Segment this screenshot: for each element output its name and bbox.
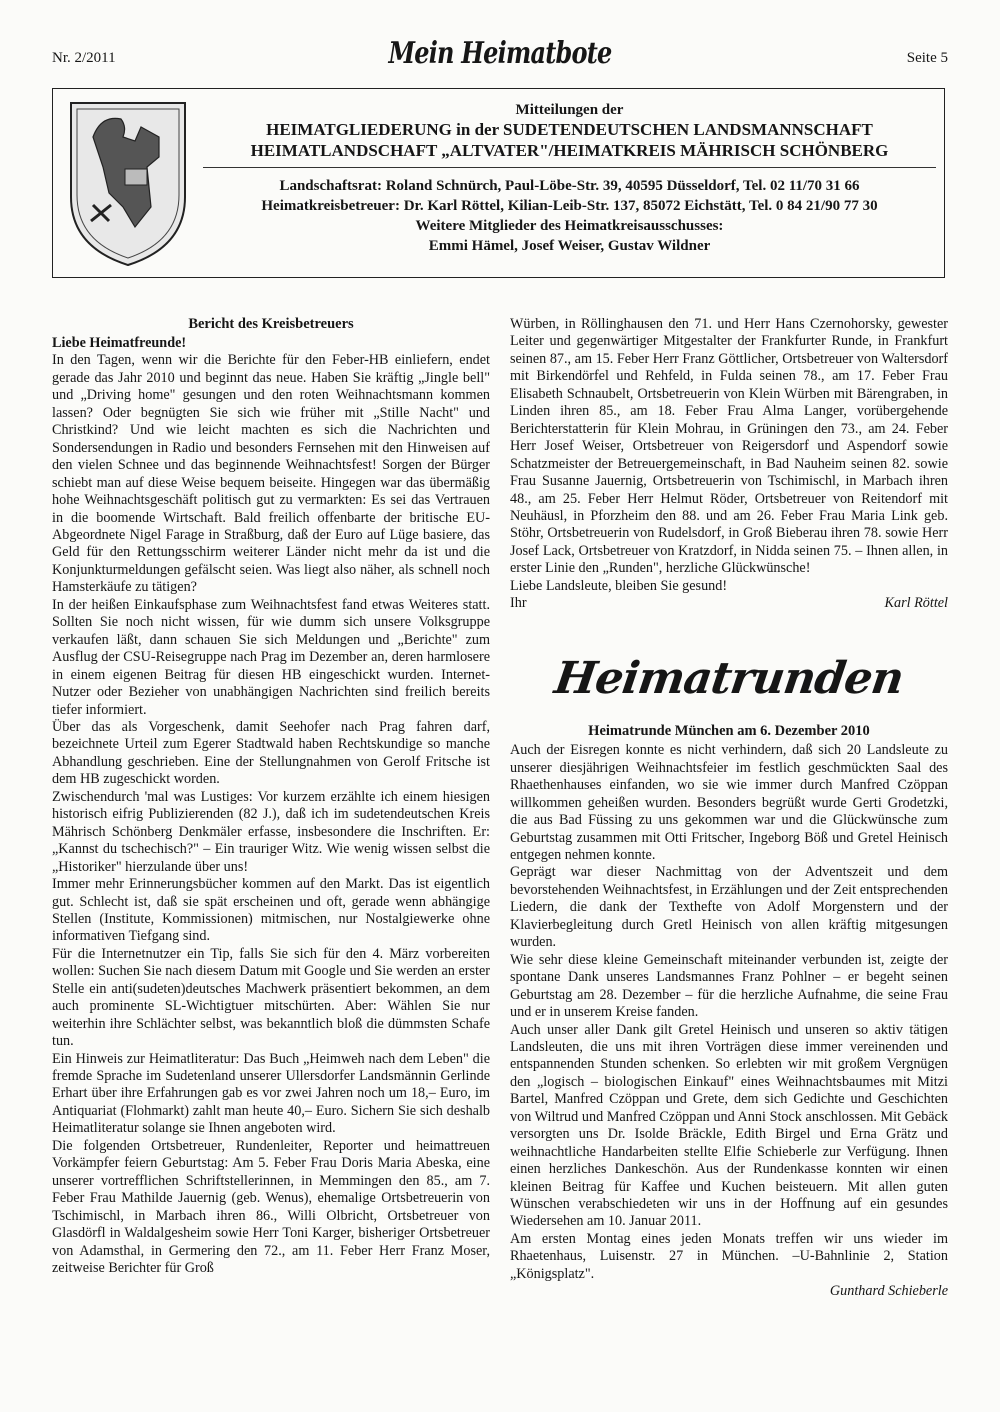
signature-row	[510, 595, 948, 613]
paragraph: Für die Internetnutzer ein Tip, falls Sie sich für den 4. März vorbereiten wollen: Suchen Sie nach diesem Datum mit Google und Sie werden an erster Stelle ein anti(sudeten)deutsches Machwerk präsentiert bekommen, an dem auch prominente SL-Wichtigtuer mitschürten. Aber: Wählen Sie nur weiterhin ihre Schlächter selbst, was bekanntlich bloß die dümmsten Schafe tun.	[52, 945, 490, 1050]
paragraph: In der heißen Einkaufsphase zum Weihnachtsfest fand etwas Weiteres statt. Sollten Sie noch nicht wissen, für wie dumm sich unsere Volksgruppe verkaufen läßt, dann schauen Sie sich Meldungen und „Berichte" zum Ausflug der CSU-Reisegruppe nach Prag im Dezember an, deren harmlosere in einem eigenen Beitrag für diesen HB eingeschickt wurden. Internet-Nutzer oder Bezieher von unabhängigen Nachrichten sind freilich bereits tiefer informiert.	[52, 596, 490, 718]
greeting: Liebe Heimatfreunde!	[52, 335, 187, 351]
paragraph: Die folgenden Ortsbetreuer, Rundenleiter, Reporter und heimattreuen Vorkämpfer feiern Geburtstag: Am 5. Feber Frau Doris Maria Abeska, eine unserer vortrefflichen Schriftstellerinnen, in Memmingen den 85., am 7. Feber Frau Mathilde Jauernig (geb. Wenus), ehemalige Ortsbetreuerin von Tschimischl, in Marbach ihren 86., Willi Olbricht, Ortsbetreuer von Glasdörfl in Waldalgesheim sowie Herr Toni Karger, bisheriger Ortsbetreuer von Adamsthal, in Germering den 72., am 11. Feber Herr Franz Moser, zeitweise Berichter für Groß	[52, 1137, 490, 1277]
box-line-mitteilungen: Mitteilungen der	[515, 102, 624, 118]
paragraph: Am ersten Montag eines jeden Monats treffen wir uns wieder im Rhaetenhaus, Luisenstr. 27 in München. –U-Bahnlinie 2, Station „Königsplatz".	[510, 1230, 948, 1282]
box-line-mitglieder: Emmi Hämel, Josef Weiser, Gustav Wildner	[428, 238, 711, 254]
paragraph: Wie sehr diese kleine Gemeinschaft miteinander verbunden ist, zeigte der spontane Dank unseres Landsmannes Franz Pohlner – er begeht seinen Geburtstag am 28. Dezember – für die herzliche Aufnahme, die seine Frau und er in unserem Kreise fanden.	[510, 951, 948, 1021]
masthead-logo: Mein Heimatbote	[388, 36, 612, 71]
box-divider	[203, 167, 936, 168]
paragraph: Geprägt war dieser Nachmittag von der Adventszeit und dem bevorstehenden Weihnachtsfest, in Erzählungen und der Zeit entsprechenden Liedern, die dank der Texthefte von Adolf Morgenstern und der Klavierbegleitung durch Gretl Heinisch von allen kräftig mitgesungen wurden.	[510, 864, 948, 951]
issue-number: Nr. 2/2011	[52, 50, 116, 66]
box-line-landschaftsrat: Landschaftsrat: Roland Schnürch, Paul-Löbe-Str. 39, 40595 Düsseldorf, Tel. 02 11/70 31 66	[279, 178, 860, 194]
article-title-muenchen: Heimatrunde München am 6. Dezember 2010	[588, 723, 870, 740]
page-header	[48, 34, 952, 74]
box-line-kreisbetreuer: Heimatkreisbetreuer: Dr. Karl Röttel, Kilian-Leib-Str. 137, 85072 Eichstätt, Tel. 0 84 21/90 77 30	[261, 198, 878, 214]
page-number: Seite 5	[906, 50, 948, 66]
left-column	[52, 316, 490, 1277]
right-column	[510, 316, 948, 1301]
paragraph: Auch unser aller Dank gilt Gretel Heinisch und unseren so aktiv tätigen Landsleuten, die uns mit ihren Vorträgen diese immer vereinenden und entspannenden Stunden schenken. So erlebten wir mit großem Vergnügen den „logisch – biologischen Einkauf" eines Weihnachtsbaumes mit Mitzi Bartel, Manfred Czöppan und Grete, dem sich Gedichte und Geschichten von Wiltrud und Manfred Czöppan und Anni Stock anschlossen. Mit Gebäck versorgten uns Dr. Isolde Bräckle, Edith Birgel und Erna Grätz und weihnachtliche Handarbeiten stellte Elfie Schieberle zur Verfügung. Ihnen einen herzliches Dankeschön. Aus der Rundenkasse konnten wir einen kleinen Beitrag für Kaffee und Kuchen beisteuern. Mit allen guten Wünschen verabschiedeten wir uns in der Hoffnung auf ein gesundes Wiedersehen am 10. Januar 2011.	[510, 1021, 948, 1230]
paragraph: Auch der Eisregen konnte es nicht verhindern, daß sich 20 Landsleute zu unserer diesjährigen Weihnachtsfeier im festlich geschmückten Saal des Rhaethenhauses einfanden, wo sie wie immer durch Manfred Czöppan willkommen geheißen wurden. Besonders begrüßt wurde Gerti Grodetzki, die aus Bad Füssing zu uns gekommen war und die Glückwünsche zum Geburtstag zusammen mit Otti Fritscher, Ingeborg Böß und Gretel Heinisch entgegen nehmen konnte.	[510, 742, 948, 863]
section-title-heimatrunden	[510, 649, 948, 709]
article-title-bericht: Bericht des Kreisbetreuers	[188, 316, 354, 332]
box-line-weitere: Weitere Mitglieder des Heimatkreisausschusses:	[415, 218, 724, 234]
box-line-heimatgliederung: HEIMATGLIEDERUNG in der SUDETENDEUTSCHEN LANDSMANNSCHAFT	[266, 120, 873, 139]
paragraph: Würben, in Röllinghausen den 71. und Herr Hans Czernohorsky, gewester Leiter und gegenwärtiger Mitgestalter der Frankfurter Runde, in Frankfurt seinen 87., am 15. Feber Herr Franz Göttlicher, Ortsbetreuer von Waltersdorf mit Birkendörfel und Rehfeld, in Fulda seinen 78., am 17. Feber Frau Elisabeth Schnaubelt, Ortsbetreuerin von Klein Würben mit Bärengraben, in Linden ihren 85., am 18. Feber Frau Alma Langer, vorübergehende Berichterstatterin für Klein Mohrau, in Grüningen den 73., am 24. Feber Herr Josef Weiser, Ortsbetreuer von Reigersdorf und Aspendorf sowie Schatzmeister der Betreuergemeinschaft, in Bad Nauheim seinen 82. sowie Frau Susanne Jauernig, Ortsbetreuerin von Tschimischl, in Marbach ihren 48., am 25. Feber Herr Helmut Röder, Ortsbetreuer von Reitendorf mit Neuhäusl, in Pforzheim den 88. und am 26. Feber Frau Maria Link geb. Stöhr, Ortsbetreuerin von Rudelsdorf, in Groß Bieberau ihren 78. sowie Herr Josef Lack, Ortsbetreuer von Kratzdorf, in Nidda seinen 75. – Ihnen allen, in erster Linie den „Runden", herzliche Glückwünsche!	[510, 316, 948, 577]
paragraph: In den Tagen, wenn wir die Berichte für den Feber-HB einliefern, endet gerade das Jahr 2010 und beginnt das neue. Haben Sie kräftig „Jingle bell" und „Driving home" gesungen und den roten Weihnachtsmann kommen lassen? Oder begnügten Sie sich wie früher mit „Stille Nacht" und Christkind? Und wie leicht machten es sich die Nachrichten und Sondersendungen in Radio und besonders Fernsehen mit den Hinweisen auf den vielen Schnee und das beginnende Weihnachtsfest! Sorgen der Bürger schiebt man auf diese Weise bequem beiseite. Hingegen war das übermäßig hohe Weihnachtsgeschäft politisch gut zu vermarkten: Es sei das Vertrauen in die boomende Wirtschaft. Bald freilich offenbarte der britische EU-Abgeordnete Nigel Farage in Straßburg, daß der Euro auf Lüge basiere, das Geld für den Rettungsschirm weiterer Länder nicht mehr da ist und die Konjunkturmeldungen gefälscht seien. Was liegt also näher, als schnell noch Hamsterkäufe zu tätigen?	[52, 352, 490, 596]
closing-line: Liebe Landsleute, bleiben Sie gesund!	[510, 577, 728, 594]
signature-name: Karl Röttel	[884, 595, 948, 612]
coat-of-arms-icon	[63, 97, 193, 269]
signature-ihr: Ihr	[510, 595, 527, 612]
author-signature: Gunthard Schieberle	[829, 1283, 948, 1300]
paragraph: Ein Hinweis zur Heimatliteratur: Das Buch „Heimweh nach dem Leben" die fremde Sprache im Sudetenland unserer Ullersdorfer Landsmännin Gerlinde Erhart über ihre Erfahrungen gab es vor zwei Jahren noch um 18,– Euro, im Antiquariat (Flohmarkt) zahlt man heute 40,– Euro. Sichern Sie sich deshalb Heimatliteratur solange sie Ihnen angeboten wird.	[52, 1050, 490, 1137]
paragraph: Immer mehr Erinnerungsbücher kommen auf den Markt. Das ist eigentlich gut. Schlecht ist, daß sie spät erscheinen und oft, gerade wenn abhängige Stellen (Institute, Kommissionen) mitmischen, nur Nostalgiewerke ohne informativen Tiefgang sind.	[52, 876, 490, 945]
section-title-text: Heimatrunden	[551, 653, 907, 705]
organization-box	[52, 88, 945, 278]
box-line-heimatlandschaft: HEIMATLANDSCHAFT „ALTVATER"/HEIMATKREIS MÄHRISCH SCHÖNBERG	[250, 141, 889, 160]
paragraph: Über das als Vorgeschenk, damit Seehofer nach Prag fahren darf, bezeichnete Urteil zum Egerer Stadtwald haben Rechtskundige so manche Abhandlung geschrieben. Eine der Stellungnahmen von Gerolf Fritsche ist dem HB zugeschickt worden.	[52, 718, 490, 788]
paragraph: Zwischendurch 'mal was Lustiges: Vor kurzem erzählte ich einem hiesigen historisch eifrig Publizierenden (82 J.), daß ich im sudetendeutschen Kreis Mährisch Schönberg Denkmäler erfasse, insbesondere die Inschriften. Er: „Kannst du tschechisch?" – Ein trauriger Witz. Wie wenig wissen selbst die „Historiker" hierzulande über uns!	[52, 788, 490, 875]
